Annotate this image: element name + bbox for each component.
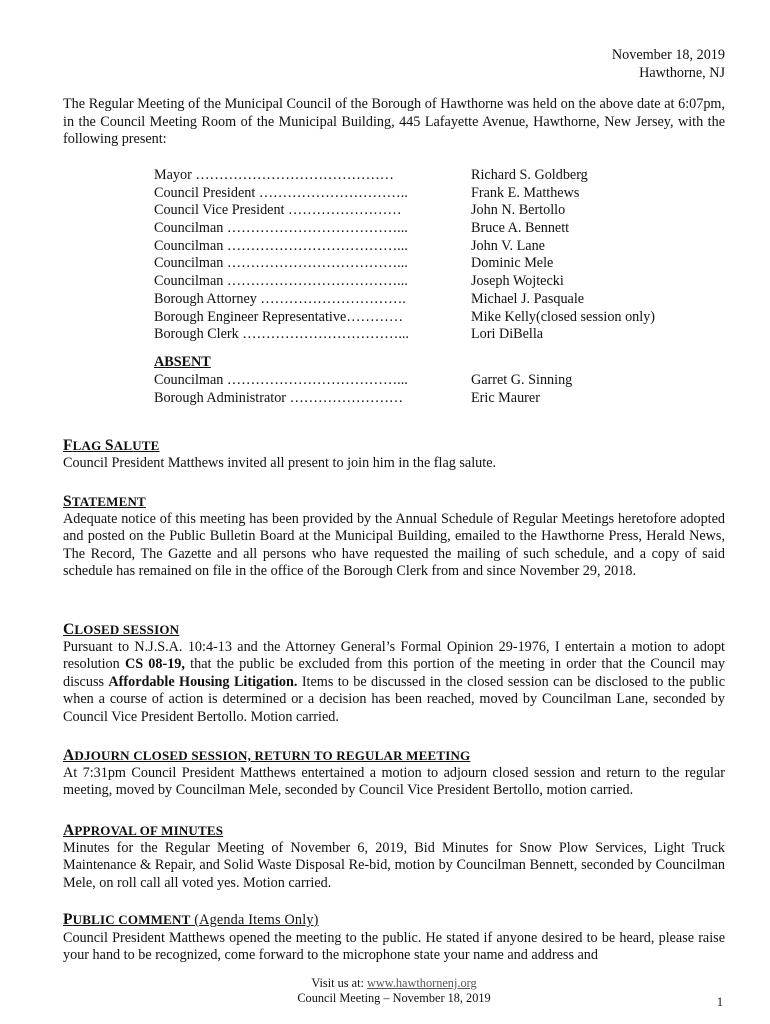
roster-role: Council Vice President …………………… — [154, 202, 402, 219]
roster-row-absent — [154, 372, 674, 390]
section-body: At 7:31pm Council President Matthews entertained a motion to adjourn closed session and return to the regular meeting, moved by Councilman Mele, seconded by Council Vice President Bertollo, motion carried. — [63, 764, 725, 799]
intro-paragraph: The Regular Meeting of the Municipal Council of the Borough of Hawthorne was held on the above date at 6:07pm, in the Council Meeting Room of the Municipal Building, 445 Lafayette Avenue, Hawthorne, New Jersey, with the following present: — [63, 96, 725, 148]
roster-role: Councilman ………………………………... — [154, 255, 408, 272]
meeting-date: November 18, 2019 — [611, 47, 725, 63]
closed-session-topic: Affordable Housing Litigation. — [108, 673, 298, 690]
section-heading: ADJOURN CLOSED SESSION, RETURN TO REGULAR MEETING — [63, 747, 471, 764]
section-adjourn-closed-session — [63, 747, 725, 800]
section-heading: PUBLIC COMMENT (Agenda Items Only) — [63, 911, 319, 928]
roster-name: John N. Bertollo — [471, 202, 566, 219]
roster-role: Councilman ………………………………... — [154, 220, 408, 237]
roster-name: Frank E. Matthews — [471, 184, 580, 201]
roster-row — [154, 167, 674, 185]
section-body: Minutes for the Regular Meeting of November 6, 2019, Bid Minutes for Snow Plow Services, Light Truck Maintenance & Repair, and Solid Waste Disposal Re-bid, motion by Councilman Bennett, seconded by Councilman Mele, on roll call all voted yes. Motion carried. — [63, 839, 725, 891]
roster-role: Councilman ………………………………... — [154, 273, 408, 290]
roster-role: Borough Engineer Representative………… — [154, 308, 404, 325]
roster-role: Borough Attorney …………………………. — [154, 290, 406, 307]
section-body: Adequate notice of this meeting has been provided by the Annual Schedule of Regular Meetings heretofore adopted and posted on the Public Bulletin Board at the Municipal Building, emailed to the Hawthorne Press, Herald News, The Record, The Gazette and all persons who have requested the mailing of such schedule, and a copy of said schedule has remained on file in the office of the Borough Clerk from and since November 29, 2018. — [63, 510, 725, 580]
footer-meeting-line: Council Meeting – November 18, 2019 — [297, 990, 491, 1005]
absent-heading: ABSENT — [154, 353, 211, 370]
meeting-location: Hawthorne, NJ — [639, 64, 725, 81]
section-heading: STATEMENT — [63, 493, 146, 510]
roster-name: Joseph Wojtecki — [471, 273, 564, 290]
roster-row — [154, 309, 674, 327]
roster-row — [154, 273, 674, 291]
roster-name: Michael J. Pasquale — [471, 290, 585, 307]
roster-role: Borough Administrator …………………… — [154, 389, 404, 406]
date-location-header — [612, 47, 725, 82]
roster-role: Council President ………………………….. — [154, 184, 408, 201]
footer-visit-label: Visit us at: — [311, 976, 367, 990]
section-body: Council President Matthews opened the meeting to the public. He stated if anyone desired to be heard, please raise your hand to be recognized, come forward to the microphone state your name and address and — [63, 929, 725, 964]
roster-row — [154, 238, 674, 256]
section-body: Council President Matthews invited all present to join him in the flag salute. — [63, 454, 497, 471]
website-link[interactable]: www.hawthornenj.org — [366, 976, 477, 990]
resolution-number: CS 08-19, — [124, 656, 185, 673]
roster-name: Lori DiBella — [471, 326, 544, 343]
roster-name: Bruce A. Bennett — [471, 220, 570, 237]
section-public-comment — [63, 911, 725, 965]
section-heading: CLOSED SESSION — [63, 621, 180, 638]
section-flag-salute — [63, 437, 725, 472]
roster-row — [154, 220, 674, 238]
roster-name: Garret G. Sinning — [471, 371, 573, 388]
roster-role: Councilman ………………………………... — [154, 371, 408, 388]
roster-row — [154, 202, 674, 220]
section-body: Pursuant to N.J.S.A. 10:4-13 and the Attorney General’s Formal Opinion 29-1976, I entertain a motion to adopt resolution CS 08-19, that the public be excluded from this portion of the meeting in order that the Council may discuss Affordable Housing Litigation. Items to be discussed in the closed session can be disclosed to the public when a course of action is determined or a decision has been reached, moved by Councilman Lane, seconded by Council Vice President Bertollo. Motion carried. — [63, 638, 726, 725]
roster-row — [154, 255, 674, 273]
section-statement — [63, 493, 725, 581]
roster-row — [154, 326, 674, 344]
roster-name: Mike Kelly(closed session only) — [471, 308, 656, 325]
roster-name: Dominic Mele — [471, 255, 554, 272]
section-approval-of-minutes — [63, 822, 725, 892]
roster-role: Councilman ………………………………... — [154, 237, 408, 254]
section-heading: APPROVAL OF MINUTES — [63, 822, 224, 839]
section-closed-session — [63, 621, 725, 727]
roster-row — [154, 291, 674, 309]
roster-name: Richard S. Goldberg — [471, 167, 588, 183]
roster-row — [154, 185, 674, 203]
roster-row-absent — [154, 390, 674, 408]
attendance-roster — [154, 167, 674, 407]
roster-role: Borough Clerk ……………………………... — [154, 326, 409, 343]
page-number: 1 — [716, 995, 723, 1009]
roster-role: Mayor …………………………………… — [154, 167, 394, 183]
document-page — [63, 0, 725, 1024]
roster-name: Eric Maurer — [471, 389, 540, 406]
page-footer — [63, 976, 725, 1005]
section-heading: FLAG SALUTE — [63, 437, 160, 454]
roster-name: John V. Lane — [471, 237, 545, 254]
